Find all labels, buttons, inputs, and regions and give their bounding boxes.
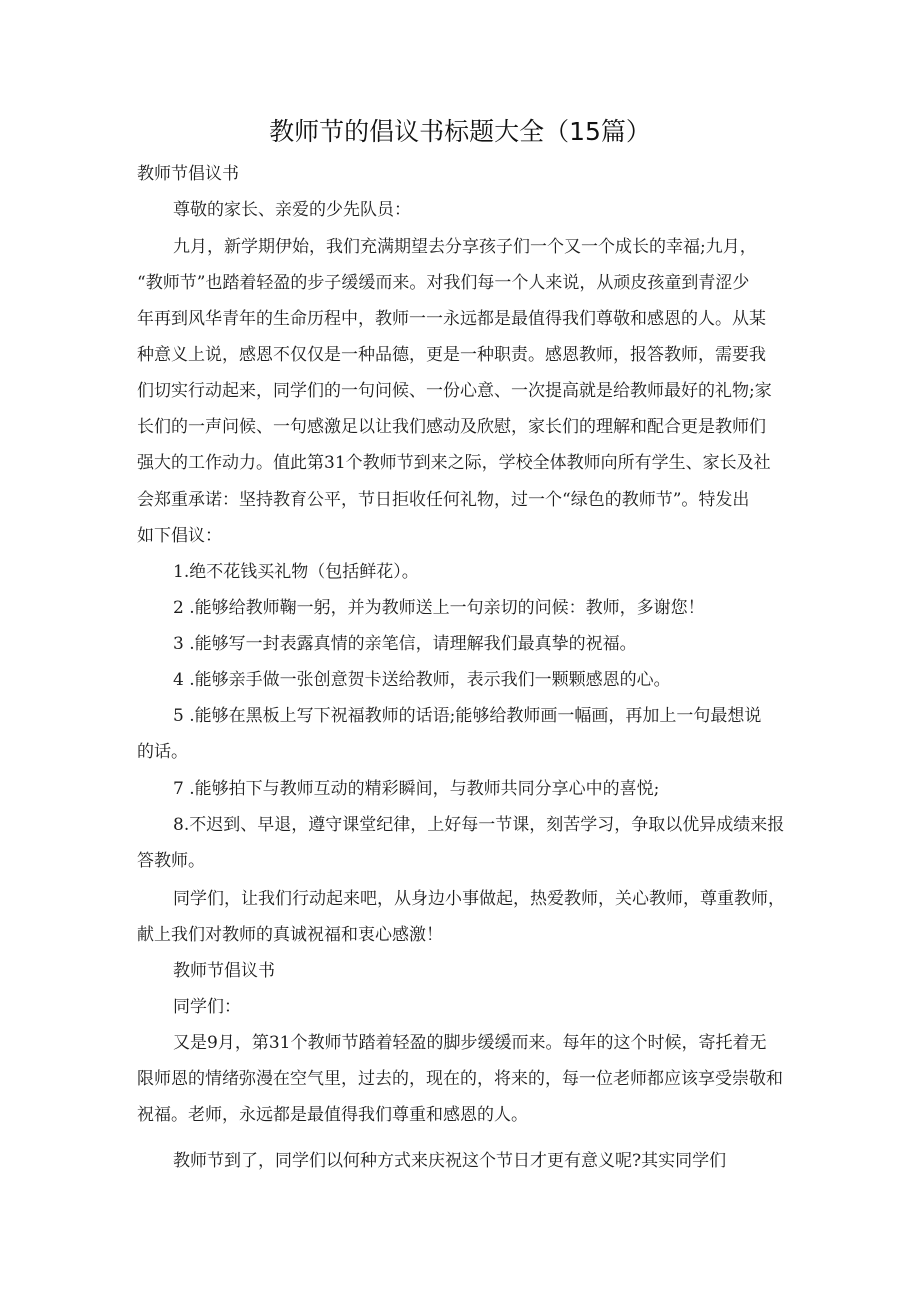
paragraph-line: 教师节到了，同学们以何种方式来庆祝这个节日才更有意义呢?其实同学们 <box>173 1151 727 1171</box>
salutation: 同学们： <box>173 997 241 1017</box>
list-item: 4 .能够亲手做一张创意贺卡送给教师，表示我们一颗颗感恩的心。 <box>173 670 671 690</box>
salutation: 尊敬的家长、亲爱的少先队员： <box>173 200 411 220</box>
closing-line: 献上我们对教师的真诚祝福和衷心感激！ <box>137 925 443 945</box>
paragraph-line: 又是9月，第31个教师节踏着轻盈的脚步缓缓而来。每年的这个时候，寄托着无 <box>173 1033 767 1053</box>
paragraph-line: 种意义上说，感恩不仅仅是一种品德，更是一种职责。感恩教师，报答教师，需要我 <box>137 345 766 365</box>
list-item: 2 .能够给教师鞠一躬，并为教师送上一句亲切的问候：教师，多谢您！ <box>173 598 705 618</box>
list-item: 8.不迟到、早退，遵守课堂纪律，上好每一节课，刻苦学习，争取以优异成绩来报 <box>173 815 785 835</box>
list-item-continuation: 答教师。 <box>137 851 205 871</box>
paragraph-line: 限师恩的情绪弥漫在空气里，过去的，现在的，将来的，每一位老师都应该享受崇敬和 <box>137 1069 783 1089</box>
paragraph-line: 长们的一声问候、一句感激足以让我们感动及欣慰，家长们的理解和配合更是教师们 <box>137 417 766 437</box>
list-item-continuation: 的话。 <box>137 742 188 762</box>
list-item: 7 .能够拍下与教师互动的精彩瞬间，与教师共同分享心中的喜悦; <box>173 779 660 799</box>
section-heading: 教师节倡议书 <box>137 164 239 184</box>
list-item: 3 .能够写一封表露真情的亲笔信，请理解我们最真挚的祝福。 <box>173 634 637 654</box>
paragraph-line: 会郑重承诺：坚持教育公平，节日拒收任何礼物，过一个“绿色的教师节”。特发出 <box>137 490 750 510</box>
section-heading: 教师节倡议书 <box>173 961 275 981</box>
document-title: 教师节的倡议书标题大全（15篇） <box>269 117 651 146</box>
paragraph-line: 年再到风华青年的生命历程中，教师一一永远都是最值得我们尊敬和感恩的人。从某 <box>137 309 766 329</box>
closing-line: 同学们，让我们行动起来吧，从身边小事做起，热爱教师，关心教师，尊重教师， <box>173 889 785 909</box>
list-item: 1.绝不花钱买礼物（包括鲜花）。 <box>173 562 419 582</box>
paragraph-line: 九月，新学期伊始，我们充满期望去分享孩子们一个又一个成长的幸福;九月， <box>173 237 757 257</box>
paragraph-line: 们切实行动起来，同学们的一句问候、一份心意、一次提高就是给教师最好的礼物;家 <box>137 381 772 401</box>
paragraph-line: “教师节”也踏着轻盈的步子缓缓而来。对我们每一个人来说，从顽皮孩童到青涩少 <box>137 273 750 293</box>
list-item: 5 .能够在黑板上写下祝福教师的话语;能够给教师画一幅画，再加上一句最想说 <box>173 706 762 726</box>
paragraph-line: 祝福。老师，永远都是最值得我们尊重和感恩的人。 <box>137 1105 528 1125</box>
paragraph-line: 如下倡议： <box>137 526 222 546</box>
paragraph-line: 强大的工作动力。值此第31个教师节到来之际，学校全体教师向所有学生、家长及社 <box>137 453 771 473</box>
